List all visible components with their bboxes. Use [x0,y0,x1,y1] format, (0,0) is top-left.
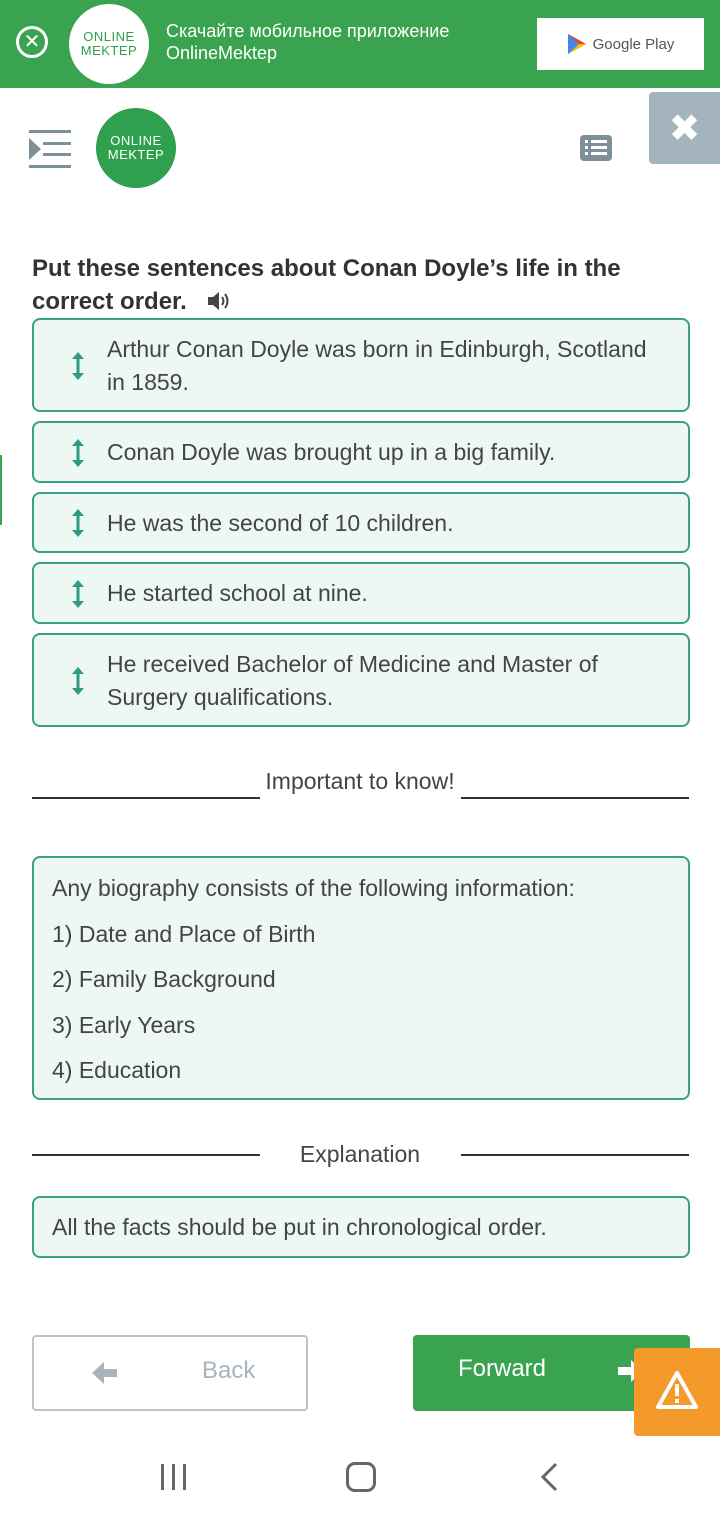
back-label: Back [202,1357,256,1384]
important-title: Important to know! [265,768,455,794]
banner-text [166,20,449,64]
forward-label: Forward [458,1355,547,1382]
header-logo[interactable] [96,108,176,188]
divider-line [32,797,260,799]
task-list-icon[interactable] [580,135,612,161]
item-text: He started school at nine. [107,580,368,606]
item-text: He was the second of 10 children. [107,510,454,536]
sortable-item-4[interactable] [32,562,690,624]
item-text: He received Bachelor of Medicine and Master of Surgery qualifications. [107,651,598,710]
item-text: Conan Doyle was brought up in a big family. [107,439,556,465]
info-point: 1) Date and Place of Birth [52,920,316,947]
google-play-button[interactable] [537,18,704,70]
header-logo-line1: ONLINE [110,133,162,148]
google-play-label: Google Play [592,35,675,53]
question-label: Put these sentences about Conan Doyle’s life in the correct order. [32,255,621,315]
question-text [32,252,682,318]
drag-vertical-icon[interactable] [66,438,90,468]
warning-icon [655,1370,699,1410]
drag-vertical-icon[interactable] [66,508,90,538]
explanation-box [32,1196,690,1258]
banner-text-line1: Скачайте мобильное приложение [166,21,450,41]
close-icon: ✖ [668,107,701,150]
sortable-item-3[interactable] [32,492,690,553]
close-banner-icon[interactable]: ✕ [16,26,48,58]
explanation-text: All the facts should be put in chronological order. [52,1213,547,1240]
header-logo-line2: MEKTEP [107,147,165,162]
info-point: 4) Education [52,1057,182,1083]
drag-vertical-icon[interactable] [66,666,90,696]
speaker-icon[interactable] [207,290,233,312]
menu-icon[interactable] [29,128,71,170]
recent-apps-icon[interactable] [160,1464,188,1490]
system-nav-bar [0,1440,720,1520]
banner-logo-line2: MEKTEP [80,43,138,58]
info-intro: Any biography consists of the following information: [52,875,575,901]
app-promo-banner [0,0,720,88]
divider-line [32,1154,260,1156]
drag-vertical-icon[interactable] [66,579,90,609]
google-play-icon [567,33,587,55]
banner-logo [69,4,149,84]
left-edge-marker [0,455,2,525]
close-lesson-button[interactable] [649,92,720,164]
banner-text-line2: OnlineMektep [166,43,278,63]
system-back-icon[interactable] [538,1462,560,1492]
report-problem-button[interactable] [634,1348,720,1436]
arrow-left-icon [92,1361,118,1385]
home-icon[interactable] [346,1462,376,1492]
banner-logo-line1: ONLINE [83,29,135,44]
item-text: Arthur Conan Doyle was born in Edinburgh, Scotland in 1859. [107,336,647,395]
sortable-item-1[interactable] [32,318,690,412]
divider-line [461,1154,689,1156]
sortable-item-2[interactable] [32,421,690,483]
important-info-box [32,856,690,1100]
info-point: 3) Early Years [52,1011,196,1038]
sortable-item-5[interactable] [32,633,690,727]
divider-line [461,797,689,799]
drag-vertical-icon[interactable] [66,351,90,381]
info-point: 2) Family Background [52,966,276,992]
explanation-title: Explanation [299,1141,421,1167]
back-button[interactable] [32,1335,308,1411]
